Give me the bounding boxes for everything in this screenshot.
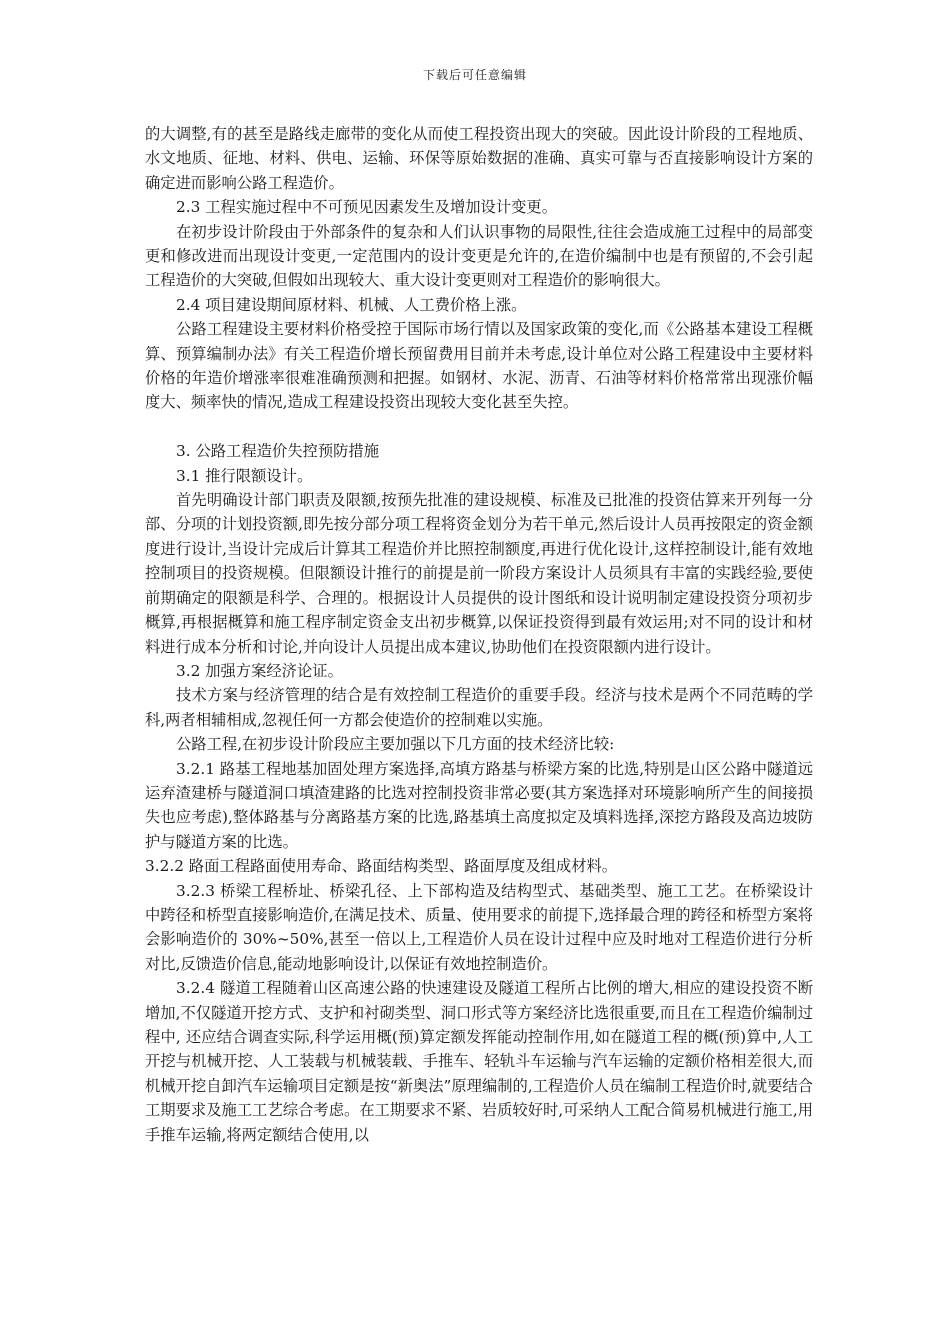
page-header: 下载后可任意编辑 bbox=[422, 68, 527, 82]
document-body bbox=[145, 122, 813, 1147]
heading-3-2: 3.2 加强方案经济论证。 bbox=[176, 661, 343, 680]
paragraph-3-1: 首先明确设计部门职责及限额,按预先批准的建设规模、标准及已批准的投资估算来开列每一分部、分项的计划投资额,即先按分部分项工程将资金划分为若干单元,然后设计人员再按限定的资金额度进行设计,当设计完成后计算其工程造价并比照控制额度,再进行优化设计,这样控制设计,能有效地控制项目的投资规模。但限额设计推行的前提是前一阶段方案设计人员须具有丰富的实践经验,要使前期确定的限额是科学、合理的。根据设计人员提供的设计图纸和设计说明制定建设投资分项初步概算,再根据概算和施工程序制定资金支出初步概算,以保证投资得到最有效运用;对不同的设计和材料进行成本分析和讨论,并向设计人员提出成本建议,协助他们在投资限额内进行设计。 bbox=[145, 491, 813, 656]
heading-3-1: 3.1 推行限额设计。 bbox=[176, 466, 313, 485]
paragraph-2-3: 在初步设计阶段由于外部条件的复杂和人们认识事物的局限性,往往会造成施工过程中的局部变更和修改进而出现设计变更,一定范围内的设计变更是允许的,在造价编制中也是有预留的,不会引起工程造价的大突破,但假如出现较大、重大设计变更则对工程造价的影响很大。 bbox=[145, 222, 813, 290]
paragraph-3-2-2: 3.2.2 路面工程路面使用寿命、路面结构类型、路面厚度及组成材料。 bbox=[145, 857, 618, 876]
heading-2-3: 2.3 工程实施过程中不可预见因素发生及增加设计变更。 bbox=[176, 198, 558, 217]
paragraph-spacer bbox=[145, 415, 813, 439]
paragraph-3-2-4: 3.2.4 隧道工程随着山区高速公路的快速建设及隧道工程所占比例的增大,相应的建设投资不断增加,不仅隧道开挖方式、支护和衬砌类型、洞口形式等方案经济比选很重要,而且在工程造价编制过程中, 还应结合调查实际,科学运用概(预)算定额发挥能动控制作用,如在隧道工程的概(预)算中,人工开挖与机械开挖、人工装载与机械装载、手推车、轻轨斗车运输与汽车运输的定额价格相差很大,而机械开挖自卸汽车运输项目定额是按“新奥法”原理编制的,工程造价人员在编制工程造价时,就要结合工期要求及施工工艺综合考虑。在工期要求不紧、岩质较好时,可采纳人工配合简易机械进行施工,用手推车运输,将两定额结合使用,以 bbox=[145, 979, 813, 1144]
heading-3: 3. 公路工程造价失控预防措施 bbox=[176, 442, 380, 461]
paragraph-3-2-3: 3.2.3 桥梁工程桥址、桥梁孔径、上下部构造及结构型式、基础类型、施工工艺。在桥梁设计中跨径和桥型直接影响造价,在满足技术、质量、使用要求的前提下,选择最合理的跨径和桥型方案将会影响造价的 30%~50%,甚至一倍以上,工程造价人员在设计过程中应及时地对工程造价进行分析对比,反馈造价信息,能动地影响设计,以保证有效地控制造价。 bbox=[145, 881, 813, 973]
paragraph-2-4: 公路工程建设主要材料价格受控于国际市场行情以及国家政策的变化,而《公路基本建设工程概算、预算编制办法》有关工程造价增长预留费用目前并未考虑,设计单位对公路工程建设中主要材料价格的年造价增涨率很难准确预测和把握。如钢材、水泥、沥青、石油等材料价格常常出现涨价幅度大、频率快的情况,造成工程建设投资出现较大变化甚至失控。 bbox=[145, 320, 813, 412]
paragraph-3-2-b: 公路工程,在初步设计阶段应主要加强以下几方面的技术经济比较: bbox=[176, 735, 615, 754]
paragraph-3-2-a: 技术方案与经济管理的结合是有效控制工程造价的重要手段。经济与技术是两个不同范畴的学科,两者相辅相成,忽视任何一方都会使造价的控制难以实施。 bbox=[145, 686, 813, 729]
paragraph-intro-continuation: 的大调整,有的甚至是路线走廊带的变化从而使工程投资出现大的突破。因此设计阶段的工程地质、水文地质、征地、材料、供电、运输、环保等原始数据的准确、真实可靠与否直接影响设计方案的确定进而影响公路工程造价。 bbox=[145, 125, 813, 192]
heading-2-4: 2.4 项目建设期间原材料、机械、人工费价格上涨。 bbox=[176, 295, 527, 314]
paragraph-3-2-1: 3.2.1 路基工程地基加固处理方案选择,高填方路基与桥梁方案的比选,特别是山区公路中隧道远运弃渣建桥与隧道洞口填渣建路的比选对控制投资非常必要(其方案选择对环境影响所产生的间接损失也应考虑),整体路基与分离路基方案的比选,路基填土高度拟定及填料选择,深挖方路段及高边坡防护与隧道方案的比选。 bbox=[145, 759, 813, 851]
